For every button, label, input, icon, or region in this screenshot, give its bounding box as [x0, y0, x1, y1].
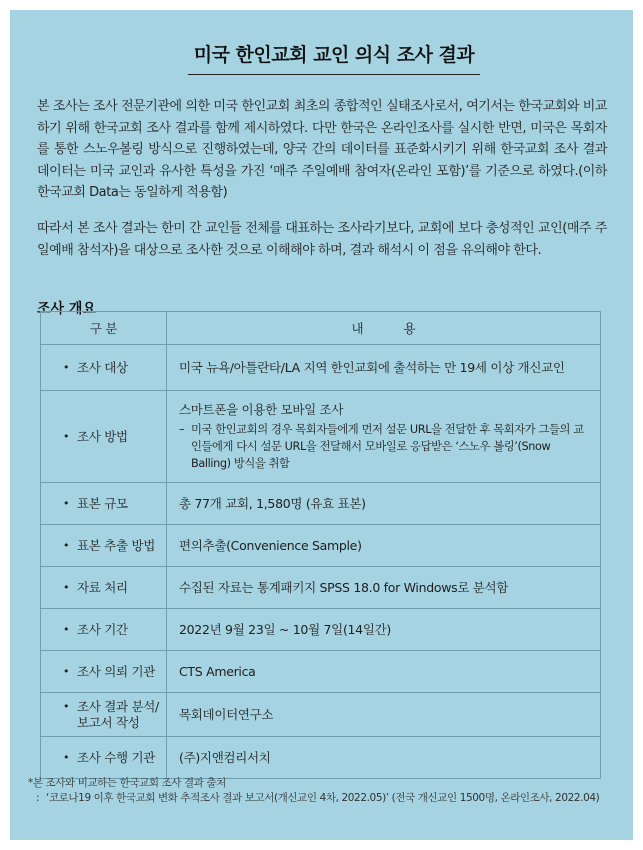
- bullet-icon: •: [63, 429, 70, 443]
- table-row: [41, 483, 601, 525]
- bullet-icon: •: [63, 699, 70, 713]
- method-main: 스마트폰을 이용한 모바일 조사: [179, 401, 344, 417]
- row-label: • 조사 방법: [41, 391, 167, 483]
- table-row: [41, 737, 601, 779]
- bullet-icon: •: [63, 750, 70, 764]
- column-header-content: 내 용: [167, 312, 601, 345]
- table-header-row: [41, 312, 601, 345]
- row-label: • 자료 처리: [41, 567, 167, 609]
- title-underline: [188, 74, 480, 75]
- row-label: • 조사 대상: [41, 345, 167, 391]
- row-content: 목회데이터연구소: [167, 693, 601, 737]
- row-content: CTS America: [167, 651, 601, 693]
- table-row: [41, 693, 601, 737]
- bullet-icon: •: [63, 580, 70, 594]
- footnote-source: ‘코로나19 이후 한국교회 변화 추적조사 결과 보고서(개신교인 4차, 2022.05)’ (전국 개신교인 1500명, 온라인조사, 2022.04): [46, 791, 600, 804]
- bullet-icon: •: [63, 496, 70, 510]
- footnote-colon: :: [36, 791, 40, 804]
- table-row: [41, 567, 601, 609]
- row-label: • 표본 규모: [41, 483, 167, 525]
- intro-paragraph-1: 본 조사는 조사 전문기관에 의한 미국 한인교회 최초의 종합적인 실태조사로서, 여기서는 한국교회와 비교하기 위해 한국교회 조사 결과를 함께 제시하였다. 다만 한국은 온라인조사를 실시한 반면, 미국은 목회자를 통한 스노우볼링 방식으로 진행하였는데, 양국 간의 데이터를 표준화시키기 위해 한국교회 조사 결과 데이터는 미국 교인과 유사한 특성을 가진 ‘매주 주일예배 참여자(온라인 포함)’를 기준으로 하였다.(이하 한국교회 Data는 동일하게 적용함): [37, 99, 607, 200]
- row-content: 2022년 9월 23일 ~ 10월 7일(14일간): [167, 609, 601, 651]
- row-label: • 조사 결과 분석/ 보고서 작성: [41, 693, 167, 737]
- table-row: [41, 345, 601, 391]
- row-label: • 표본 추출 방법: [41, 525, 167, 567]
- row-content: [167, 391, 601, 483]
- footnote: [28, 776, 608, 805]
- row-content: 수집된 자료는 통계패키지 SPSS 18.0 for Windows로 분석함: [167, 567, 601, 609]
- row-label: • 조사 수행 기관: [41, 737, 167, 779]
- page-title: 미국 한인교회 교인 의식 조사 결과: [193, 44, 475, 66]
- dash-icon: –: [179, 422, 185, 436]
- table-row: [41, 651, 601, 693]
- table-row: [41, 525, 601, 567]
- method-detail: – 미국 한인교회의 경우 목회자들에게 먼저 설문 URL을 전달한 후 목회자가 그들의 교인들에게 다시 설문 URL을 전달해서 모바일로 응답받은 ‘스노우 볼링’(Snow Balling) 방식을 취함: [179, 422, 584, 470]
- column-header-category: 구 분: [41, 312, 167, 345]
- footnote-heading: *본 조사와 비교하는 한국교회 조사 결과 출처: [28, 777, 226, 789]
- bullet-icon: •: [63, 538, 70, 552]
- bullet-icon: •: [63, 360, 70, 374]
- row-content: 미국 뉴욕/아틀란타/LA 지역 한인교회에 출석하는 만 19세 이상 개신교인: [167, 345, 601, 391]
- row-content: 편의추출(Convenience Sample): [167, 525, 601, 567]
- section-heading: 조사 개요: [37, 301, 96, 317]
- row-content: 총 77개 교회, 1,580명 (유효 표본): [167, 483, 601, 525]
- bullet-icon: •: [63, 622, 70, 636]
- row-content: (주)지앤컴리서치: [167, 737, 601, 779]
- overview-table: [40, 311, 601, 779]
- bullet-icon: •: [63, 664, 70, 678]
- row-label: • 조사 기간: [41, 609, 167, 651]
- table-row: [41, 391, 601, 483]
- intro-paragraph-2: 따라서 본 조사 결과는 한미 간 교인들 전체를 대표하는 조사라기보다, 교회에 보다 충성적인 교인(매주 주일예배 참석자)을 대상으로 조사한 것으로 이해해야 하며, 결과 해석시 이 점을 유의해야 한다.: [37, 221, 607, 258]
- row-label: • 조사 의뢰 기관: [41, 651, 167, 693]
- table-row: [41, 609, 601, 651]
